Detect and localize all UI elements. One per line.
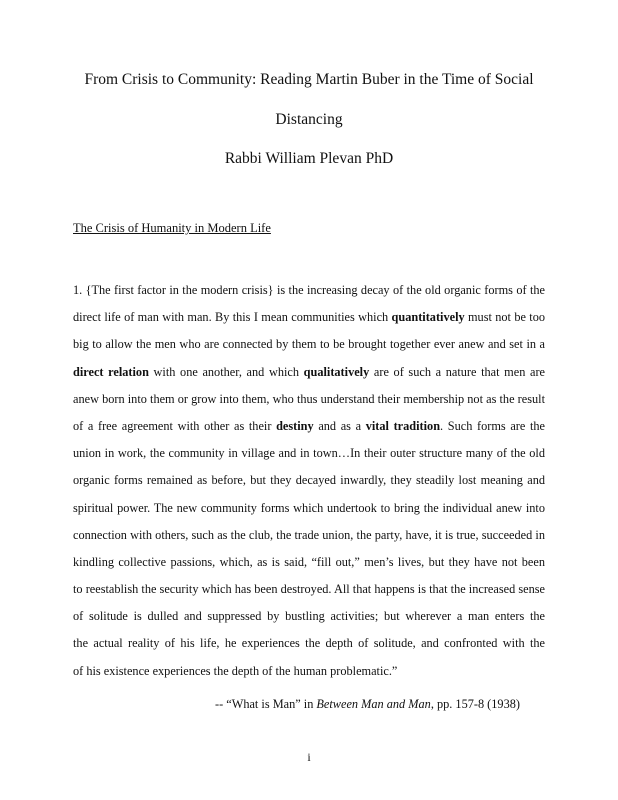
- quote-line: anew born into them or grow into them, who thus understand their membership not as the result: [73, 391, 545, 406]
- author: Rabbi William Plevan PhD: [224, 150, 394, 167]
- quote-line: of a free agreement with other as their destiny and as a vital tradition. Such forms are the: [73, 418, 545, 433]
- quote-line: union in work, the community in village and in town…In their outer structure many of the old: [73, 446, 545, 461]
- title-line-2: Distancing: [275, 111, 343, 128]
- section-heading: The Crisis of Humanity in Modern Life: [73, 221, 271, 235]
- quote-block: [73, 277, 545, 685]
- emphasis: destiny: [276, 418, 314, 433]
- quote-line: of his existence experiences the depth of the human problematic.”: [73, 663, 398, 678]
- quote-line: spiritual power. The new community forms which undertook to bring the individual anew into: [73, 500, 545, 515]
- quote-line: big to allow the men who are connected by them to be brought together ever anew and set in a: [73, 337, 545, 352]
- emphasis: vital tradition: [365, 418, 441, 433]
- quote-line: direct life of man with man. By this I mean communities which quantitatively must not be too: [73, 310, 545, 325]
- quote-line: organic forms remained as before, but they decayed inwardly, they steadily lost meaning and: [73, 473, 545, 488]
- emphasis: quantitatively: [391, 310, 465, 325]
- page-number: i: [307, 750, 311, 764]
- quote-line: kindling collective passions, which, as is said, “fill out,” men’s lives, but they have not been: [73, 554, 545, 569]
- quote-line: of solitude is dulled and suppressed by bustling activities; but wherever a man enters the: [73, 609, 545, 624]
- attribution: [215, 697, 520, 712]
- emphasis: direct relation: [73, 364, 149, 379]
- quote-line: 1. {The first factor in the modern crisis} is the increasing decay of the old organic forms of the: [73, 283, 545, 297]
- quote-line: to reestablish the security which has been destroyed. All that happens is that the increased sense: [73, 582, 545, 597]
- quote-line: direct relation with one another, and which qualitatively are of such a nature that men are: [73, 364, 545, 379]
- attribution-suffix: , pp. 157-8 (1938): [430, 697, 520, 711]
- attribution-book: Between Man and Man: [316, 697, 431, 711]
- emphasis: qualitatively: [303, 364, 370, 379]
- quote-line: connection with others, such as the club, the trade union, the party, have, it is true, succeeded in: [73, 527, 545, 542]
- title-line-1: From Crisis to Community: Reading Martin Buber in the Time of Social: [84, 71, 534, 88]
- quote-line: the actual reality of his life, he experiences the depth of solitude, and confronted with the: [73, 636, 545, 651]
- attribution-prefix: -- “What is Man” in: [215, 697, 317, 711]
